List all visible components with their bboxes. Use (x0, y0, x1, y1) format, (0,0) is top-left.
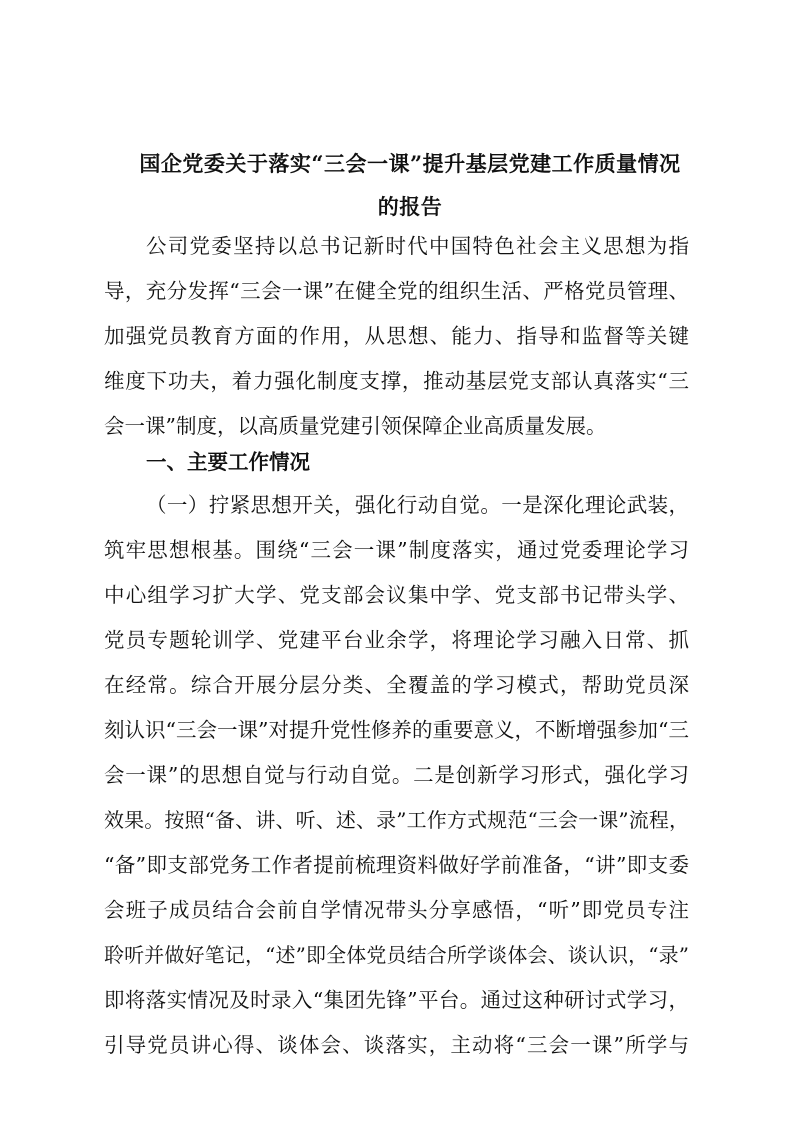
section-paragraph-line: 效果。按照“备、讲、听、述、录”工作方式规范“三会一课”流程， (104, 808, 689, 832)
intro-paragraph-line: 导，充分发挥“三会一课”在健全党的组织生活、严格党员管理、 (104, 279, 689, 303)
section-paragraph-line: 聆听并做好笔记，“述”即全体党员结合所学谈体会、谈认识，“录” (104, 943, 689, 967)
section-paragraph-line: 中心组学习扩大学、党支部会议集中学、党支部书记带头学、 (104, 583, 689, 607)
section-paragraph-line: 引导党员讲心得、谈体会、谈落实，主动将“三会一课”所学与 (104, 1033, 689, 1057)
section-paragraph-line: 党员专题轮训学、党建平台业余学，将理论学习融入日常、抓 (104, 628, 689, 652)
section-paragraph-line: 刻认识“三会一课”对提升党性修养的重要意义，不断增强参加“三 (104, 718, 689, 742)
section-paragraph-line: “备”即支部党务工作者提前梳理资料做好学前准备，“讲”即支委 (104, 853, 689, 877)
intro-paragraph-line: 会一课”制度，以高质量党建引领保障企业高质量发展。 (104, 414, 607, 438)
section-paragraph-line: 会一课”的思想自觉与行动自觉。二是创新学习形式，强化学习 (104, 763, 689, 787)
section-paragraph-line: 即将落实情况及时录入“集团先锋”平台。通过这种研讨式学习， (104, 988, 689, 1012)
section-paragraph-line: 会班子成员结合会前自学情况带头分享感悟，“听”即党员专注 (104, 898, 689, 922)
document-title-line-1: 国企党委关于落实“三会一课”提升基层党建工作质量情况 (139, 151, 681, 176)
intro-paragraph-line: 维度下功夫，着力强化制度支撑，推动基层党支部认真落实“三 (104, 369, 689, 393)
document-title-line-2: 的报告 (377, 194, 443, 219)
section-heading: 一、主要工作情况 (146, 450, 310, 474)
section-paragraph-line: 在经常。综合开展分层分类、全覆盖的学习模式，帮助党员深 (104, 673, 689, 697)
intro-paragraph-line: 公司党委坚持以总书记新时代中国特色社会主义思想为指 (146, 234, 689, 258)
section-paragraph-line: 筑牢思想根基。围绕“三会一课”制度落实，通过党委理论学习 (104, 538, 689, 562)
intro-paragraph-line: 加强党员教育方面的作用，从思想、能力、指导和监督等关键 (104, 324, 689, 348)
section-paragraph-line: （一）拧紧思想开关，强化行动自觉。一是深化理论武装， (146, 493, 689, 517)
